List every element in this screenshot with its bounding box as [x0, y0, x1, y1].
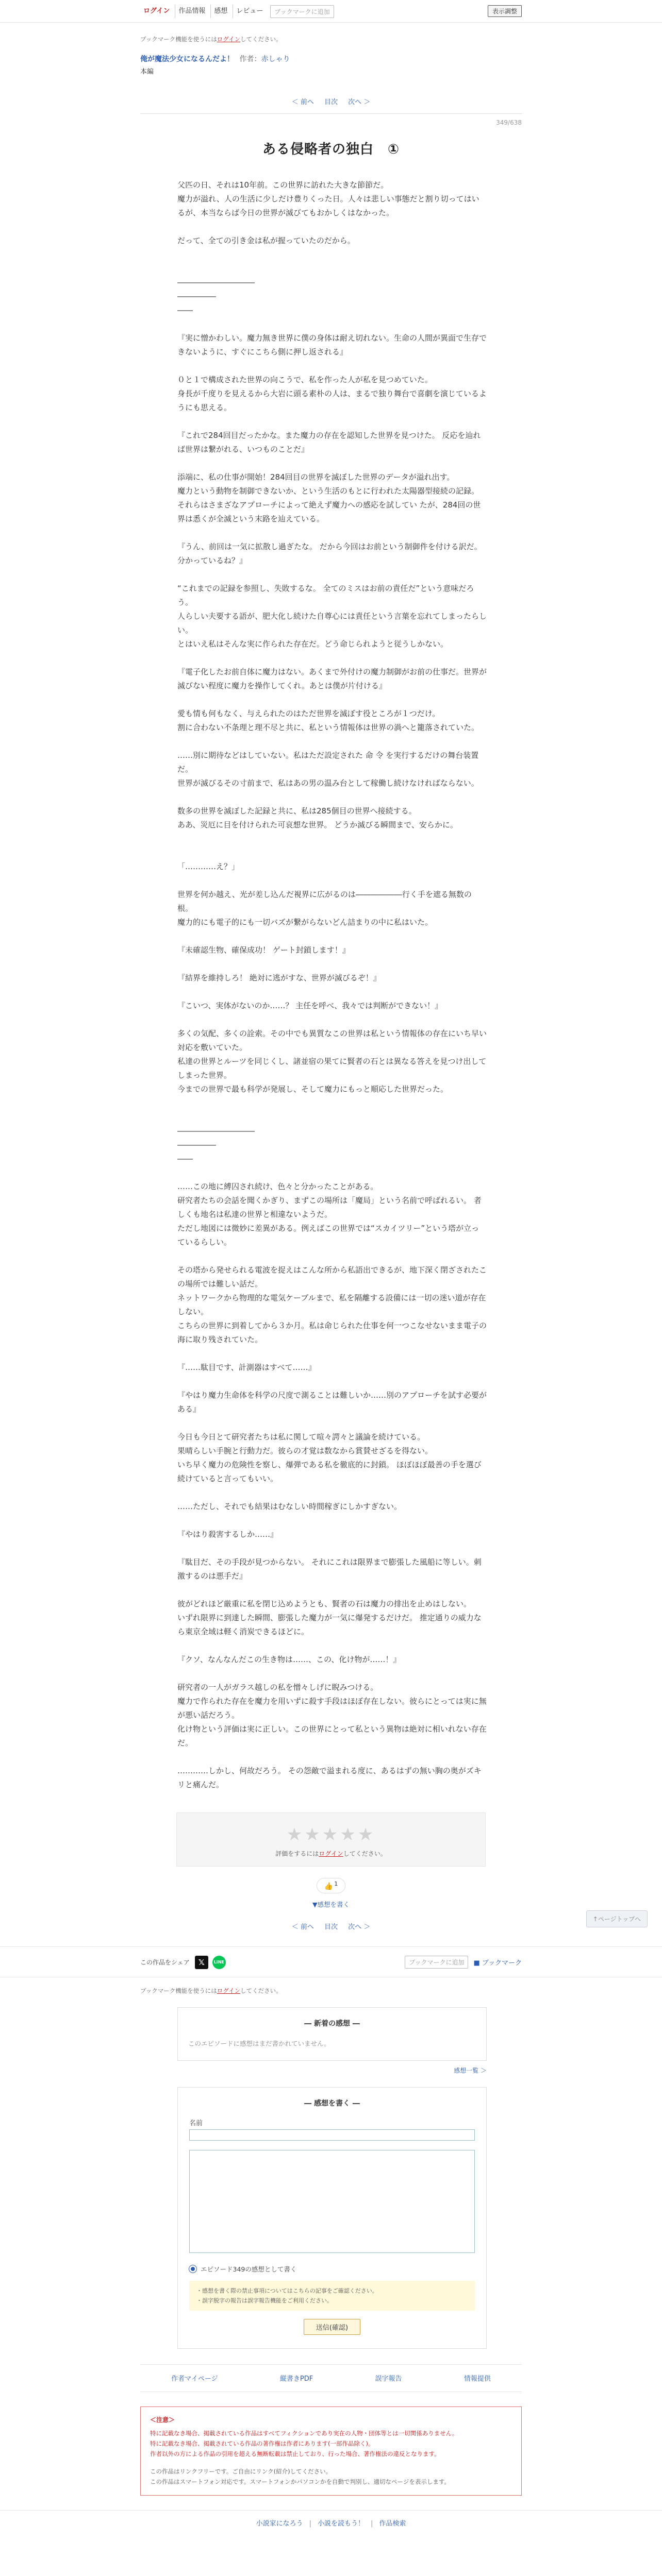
next-episode-link[interactable]: 次へ ＞ — [348, 1923, 371, 1931]
episode-review-radio[interactable] — [189, 2264, 475, 2274]
body-paragraph: それらはさまざなアプローチによって絶えず魔力への感応を試してい たが、284回の世界は悉くが全滅という末路を辿えている。 — [177, 500, 481, 523]
share-bar — [0, 1946, 662, 1977]
blank-line — [177, 262, 487, 276]
review-textarea[interactable] — [189, 2150, 475, 2253]
blank-line — [177, 317, 487, 331]
novel-body — [177, 178, 487, 1792]
body-paragraph: 『結界を維持しろ！ 絶対に逃がすな、世界が滅びるぞ！』 — [177, 973, 381, 982]
caution-red-text — [150, 2428, 512, 2459]
body-paragraph: いち早く魔力の危険性を察し、爆弾である私を徹底的に封鎖。 ほぼほぼ最善の手を選び続けていると言ってもいい。 — [177, 1460, 482, 1483]
blank-line — [177, 1541, 487, 1555]
blank-line — [177, 790, 487, 804]
bookmark-label: ブックマーク — [482, 1959, 522, 1968]
caution-box — [140, 2406, 522, 2496]
prev-episode-link[interactable]: ＜ 前へ — [291, 98, 314, 106]
body-paragraph: 『クソ、なんなんだこの生き物は……、この、化け物が……！』 — [177, 1655, 401, 1664]
caution-line: この作品はスマートフォン対応です。スマートフォンかパソコンかを自動で判別し、適切なページを表示します。 — [150, 2478, 450, 2485]
blank-line — [177, 415, 487, 429]
body-paragraph: …………しかし、何故だろう。 その怨敵で溢まれる度に、あるはずの無い胸の奥がズキリと痛んだ。 — [177, 1766, 482, 1789]
body-paragraph: だって、全ての引き金は私が握っていたのだから。 — [177, 236, 355, 245]
next-episode-link[interactable]: 次へ ＞ — [348, 98, 371, 106]
star-icon[interactable]: ★ — [322, 1824, 340, 1845]
body-paragraph: とはいえ私はそんな実に作られた存在だ。どう命じられようと従うしかない。 — [177, 639, 449, 649]
bookmark-login-notice — [140, 35, 522, 43]
page-top-button[interactable]: ↑ページトップへ — [586, 1910, 648, 1927]
body-paragraph: 添端に、私の仕事が開始！284回目の世界を滅ぼした世界のデータが溢れ出す。 — [177, 472, 455, 482]
body-paragraph: 『実に憎かわしい。魔力無き世界に僕の身体は耐え切れない。生命の人間が異面で生存できないように、すぐにこちら側に押し返される』 — [177, 333, 487, 357]
body-paragraph: ―― — [177, 306, 193, 315]
blank-line — [177, 1583, 487, 1597]
star-icon[interactable]: ★ — [340, 1824, 358, 1845]
body-paragraph: 『……駄目です、計測器はすべて……』 — [177, 1363, 316, 1372]
radio-selected-icon[interactable] — [189, 2265, 196, 2273]
caution-line: 作者以外の方による作品の引用を超える無断転載は禁止しており、行った場合、著作権法の違反となります。 — [150, 2450, 440, 2458]
caution-heading: ＜注意＞ — [150, 2416, 175, 2424]
episode-pager-bottom — [140, 1921, 522, 1931]
body-paragraph: ―― — [177, 1154, 193, 1163]
blank-line — [177, 1416, 487, 1430]
body-paragraph: 彼がどれほど厳重に私を閉じ込めようとも、賢者の石は魔力の排出を止めはしない。 — [177, 1599, 472, 1608]
blank-line — [177, 1486, 487, 1500]
rating-note-text: 評価をするには — [275, 1850, 319, 1857]
notice-text: ブックマーク機能を使うには — [140, 1987, 217, 1994]
rating-box — [176, 1812, 486, 1867]
site-footer — [0, 2510, 662, 2541]
notice-login-link[interactable]: ログイン — [217, 1987, 241, 1994]
body-paragraph: 研究者たちの会話を聞くかぎり、まずこの場所は「魔局」という名前で呼ばれるい。 者しくも地名は私達の世界と相違ないようだ。 — [177, 1196, 482, 1219]
body-paragraph: いずれ限界に到達した瞬間、膨張した魔力が一気に爆発するだけだ。 推定通りの威力なら東京全域は軽く消炭できるほどに。 — [177, 1613, 482, 1636]
notice-text-end: してください。 — [240, 36, 282, 43]
caution-line: 特に記載なき場合、掲載されている作品はすべてフィクションであり実在の人物・団体等とは一切関係ありません。 — [150, 2429, 458, 2437]
review-form — [177, 2087, 487, 2349]
body-paragraph: 今日も今日とて研究者たちは私に関して喧々諤々と議論を続けている。 — [177, 1432, 425, 1442]
bookmark-link[interactable] — [473, 1957, 522, 1967]
blank-line — [177, 1667, 487, 1681]
body-paragraph: 『やはり魔力生命体を科学の尺度で測ることは難しいか……別のアプローチを試す必要がある』 — [177, 1391, 487, 1414]
blank-line — [177, 456, 487, 470]
rating-stars — [177, 1824, 485, 1845]
rating-login-note — [177, 1849, 485, 1858]
body-paragraph: 『未確認生物、確保成功！ ゲート封鎖します！』 — [177, 945, 350, 955]
like-area — [140, 1878, 522, 1893]
blank-line — [177, 1166, 487, 1180]
body-paragraph: 化け物という評価は実に正しい。この世界にとって私という異物は絶対に相いれない存在だ。 — [177, 1724, 487, 1748]
blank-line — [177, 248, 487, 262]
thumbs-up-icon: 👍 — [324, 1882, 334, 1891]
body-paragraph: ―――――――――― — [177, 278, 255, 287]
blank-line — [177, 957, 487, 971]
body-paragraph: 多くの気配、多くの詮索。その中でも異質なこの世界は私という情報体の存在にいち早い対応を敷いていた。 — [177, 1029, 487, 1052]
body-paragraph: “これまでの記録を参照し、失敗するな。 全てのミスはお前の責任だ”という意味だろう。 — [177, 584, 474, 607]
body-paragraph: 「…………え？」 — [177, 862, 240, 871]
share-label: この作品をシェア — [140, 1959, 190, 1967]
vertical-pdf-link[interactable]: 縦書きPDF — [279, 2375, 313, 2383]
info-report-link[interactable]: 情報提供 — [464, 2375, 491, 2383]
caution-line: この作品はリンクフリーです。ご自由にリンク(紹介)してください。 — [150, 2467, 332, 2475]
blank-line — [177, 846, 487, 860]
body-paragraph: ああ、災厄に目を付けられた可哀想な世界。 どうか滅びる瞬間まで、安らかに。 — [177, 820, 458, 829]
star-icon[interactable]: ★ — [357, 1824, 376, 1845]
latest-reviews-box — [177, 2007, 487, 2061]
review-warning — [189, 2281, 475, 2311]
author-mypage-link[interactable]: 作者マイページ — [171, 2375, 218, 2383]
body-paragraph: 研究者の一人がガラス越しの私を憎々しげに睨みつける。 — [177, 1683, 378, 1692]
write-review-link[interactable]: ▼感想を書く — [312, 1900, 350, 1908]
notice-login-link[interactable]: ログイン — [217, 36, 241, 43]
blank-line — [177, 220, 487, 234]
display-setting-button[interactable]: 表示調整 — [488, 5, 522, 17]
review-form-heading: ― 感想を書く ― — [304, 2099, 360, 2108]
index-link[interactable]: 目次 — [324, 98, 338, 106]
prev-episode-link[interactable]: ＜ 前へ — [291, 1923, 314, 1931]
notice-text: ブックマーク機能を使うには — [140, 36, 217, 43]
top-navbar — [0, 0, 662, 23]
body-paragraph: 世界を何か越え、光が差し込んだ視界に広がるのは――――――行く手を遮る無数の根。 — [177, 890, 472, 913]
rating-note-text-end: してください。 — [343, 1850, 387, 1857]
body-paragraph: ――――― — [177, 292, 216, 301]
blank-line — [177, 985, 487, 999]
body-paragraph: その塔から発せられる電波を捉えはこんな所から私語出できるが、地下深く閉ざされたこの場所では難しい話だ。 — [177, 1265, 487, 1289]
footer-link-search[interactable]: 作品検索 — [379, 2519, 406, 2528]
body-paragraph: ―――――――――― — [177, 1126, 255, 1136]
like-button[interactable] — [317, 1878, 345, 1893]
body-paragraph: 魔力が溢れ、人の生活に少しだけ豊りくった日。人々は悲しい事態だと割り切ってはいるが、本当ならば今日の世界が滅びてもおかしくはなかった。 — [177, 194, 479, 217]
like-count: 1 — [334, 1880, 338, 1887]
body-paragraph: 魔力という動物を制御できないか、という生活のもとに行われた太陽器型接続の記録。 — [177, 486, 479, 496]
name-input[interactable] — [189, 2129, 475, 2141]
blank-line — [177, 1375, 487, 1388]
blank-line — [177, 1249, 487, 1263]
body-paragraph: ……別に期待などはしていない。私はただ設定された 命 令 を実行するだけの舞台装置だ。 — [177, 751, 479, 774]
typo-report-link[interactable]: 誤字報告 — [375, 2375, 402, 2383]
latest-reviews-heading: ― 新着の感想 ― — [304, 2019, 360, 2028]
line-share-icon[interactable]: LINE — [212, 1956, 226, 1969]
body-paragraph: ０と１で構成された世界の向こうで、私を作った人が私を見つめていた。 — [177, 375, 433, 384]
star-icon[interactable]: ★ — [286, 1824, 305, 1845]
warning-line: ・感想を書く際の禁止事項についてはこちらの記事をご確認ください。 — [196, 2287, 378, 2294]
body-paragraph: 『電子化したお前自体に魔力はない。あくまで外付けの魔力制御がお前の仕事だ。世界が滅びない程度に魔力を操作してくれ。あとは僕が片付ける』 — [177, 667, 487, 690]
blank-line — [177, 1013, 487, 1027]
footer-link-bar — [140, 2364, 522, 2392]
body-paragraph: 身長が千度りを見えるから大岩に頭る素朴の人は、まるで独り舞台で喜劇を演じているようにも思える。 — [177, 389, 487, 412]
blank-line — [177, 359, 487, 373]
episode-pager-top — [140, 96, 522, 106]
body-paragraph: 割に合わない不条理と理不尽と共に、私という情報体は世界の渦へと籠落されていた。 — [177, 723, 479, 732]
divider — [140, 113, 522, 114]
body-paragraph: 『駄目だ、その手段が見つからない。 それにこれは限界まで膨張した風船に等しい。刺激するのは悪手だ』 — [177, 1557, 482, 1581]
body-paragraph: 『これで284回目だったかな。また魔力の存在を認知した世界を見つけた。 反応を辿れば世界は繋がれる、いつものことだ』 — [177, 431, 481, 454]
body-paragraph: 世界が滅びるその寸前まで、私はあの男の温み台として稼働し続けなければならない。 — [177, 778, 479, 788]
bookmark-add-button[interactable]: ブックマークに追加 — [270, 5, 334, 18]
body-paragraph: 『やはり殺害するしか……』 — [177, 1530, 278, 1539]
body-paragraph: 今までの世界で最も科学が発展し、そして魔力にもっと順応した世界だった。 — [177, 1084, 449, 1094]
author-label: 作者： — [239, 55, 261, 63]
body-paragraph: ……ただし、それでも結果はむなしい時間稼ぎにしかすぎない。 — [177, 1502, 402, 1511]
blank-line — [177, 832, 487, 846]
footer-sep: | — [371, 2519, 373, 2528]
episode-title: ある侵略者の独白 ① — [262, 142, 400, 157]
caution-gray-text — [150, 2466, 512, 2487]
chapter-category: 本編 — [140, 68, 154, 76]
blank-line — [177, 735, 487, 749]
reviews-section — [140, 1987, 522, 2496]
body-paragraph: 魔力的にも電子的にも一切バズが繋がらないどん詰まりの中に私はいた。 — [177, 918, 433, 927]
footer-sep: | — [309, 2519, 311, 2528]
radio-label: エピソード349の感想として書く — [201, 2265, 297, 2273]
body-paragraph: 『こいつ、実体がないのか……？ 主任を呼べ、我々では判断ができない！』 — [177, 1001, 443, 1010]
blank-line — [177, 1347, 487, 1361]
author-link[interactable]: 赤しゃり — [261, 55, 290, 63]
nav-recommendation[interactable]: レビュー — [233, 5, 266, 18]
body-paragraph: 果晴らしい手腕と行動力だ。彼らの才覚は数なから賞賛せざるを得ない。 — [177, 1446, 433, 1455]
blank-line — [177, 693, 487, 707]
body-paragraph: 『うん、前回は一気に拡散し過ぎたな。 だから今回はお前という制御件を付ける訳だ。分かっているね？』 — [177, 542, 482, 565]
body-paragraph: 人らしい夫要する語が、肥大化し続けた自尊心には責任という言葉を忘れてしまったらしい。 — [177, 612, 487, 635]
body-paragraph: 愛も情も何もなく、与えられたのはただ世界を滅ぼす役ところが１つだけ。 — [177, 709, 440, 718]
series-title-link[interactable]: 俺が魔法少女になるんだよ！ — [140, 55, 234, 63]
bookmark-login-notice-bottom — [140, 1987, 522, 1995]
blank-line — [177, 526, 487, 540]
body-paragraph: 魔力で作られた存在を魔力を用いずに殺す手段はほぼ存在しない。彼らにとっては実に無が悪い話だろう。 — [177, 1697, 487, 1720]
bookmark-icon: ■ — [473, 1959, 480, 1968]
bookmark-add-button-bottom[interactable]: ブックマークに追加 — [405, 1956, 468, 1969]
main-content — [140, 35, 641, 1931]
nav-work-info[interactable]: 作品情報 — [175, 5, 208, 18]
body-paragraph: ただし地図には微妙に差異がある。例えばこの世界では“スカイツリー”という塔が立っているらしい。 — [177, 1224, 479, 1247]
warning-line: ・誤字脱字の報告は誤字報告機能をご利用ください。 — [196, 2297, 333, 2304]
body-paragraph: ……この地に縛囚され続け、色々と分かったことがある。 — [177, 1182, 378, 1191]
review-list-link[interactable]: 感想一覧 ＞ — [454, 2066, 487, 2074]
episode-number: 349/638 — [496, 119, 522, 126]
notice-text-end: してください。 — [240, 1987, 282, 1994]
submit-button[interactable]: 送信(確認) — [304, 2319, 360, 2335]
blank-line — [177, 874, 487, 888]
body-paragraph: ネットワークから物理的な電気ケーブルまで、私を隔離する設備には一切の迷い道が存在しない。 — [177, 1293, 486, 1316]
footer-link-yomou[interactable]: 小説を読もう！ — [317, 2519, 365, 2528]
blank-line — [177, 1110, 487, 1124]
index-link[interactable]: 目次 — [324, 1923, 338, 1931]
no-reviews-message: このエピソードに感想はまだ書かれていません。 — [188, 2039, 330, 2047]
caution-line: 特に記載なき場合、掲載されている作品の著作権は作者にあります(一部作品除く)。 — [150, 2439, 374, 2447]
blank-line — [177, 1750, 487, 1764]
blank-line — [177, 1096, 487, 1110]
blank-line — [177, 1514, 487, 1528]
name-label: 名前 — [189, 2119, 203, 2127]
login-link[interactable]: ログイン — [143, 7, 170, 15]
body-paragraph: ――――― — [177, 1140, 216, 1149]
body-paragraph: 数多の世界を滅ぼした記録と共に、私は285個目の世界へ接続する。 — [177, 806, 417, 816]
blank-line — [177, 651, 487, 665]
series-info — [140, 54, 522, 76]
footer-link-narou[interactable]: 小説家になろう — [256, 2519, 303, 2528]
x-share-icon[interactable]: 𝕏 — [195, 1956, 208, 1969]
body-paragraph: 私達の世界とルーツを同じくし、諸並宿の果てに賢者の石とは異なる答えを見つけ出してしまった世界。 — [177, 1057, 487, 1080]
rating-login-link[interactable]: ログイン — [319, 1850, 343, 1857]
blank-line — [177, 929, 487, 943]
star-icon[interactable]: ★ — [304, 1824, 322, 1845]
blank-line — [177, 568, 487, 582]
body-paragraph: こちらの世界に到着してから３か月。私は命じられた仕事を何一つこなせないまま電子の海に取り残されていた。 — [177, 1321, 487, 1344]
author-info — [239, 55, 290, 63]
blank-line — [177, 1639, 487, 1653]
body-paragraph: 父匹の日、それは10年前。この世界に訪れた大きな節節だ。 — [177, 180, 389, 190]
nav-reviews[interactable]: 感想 — [210, 5, 230, 18]
